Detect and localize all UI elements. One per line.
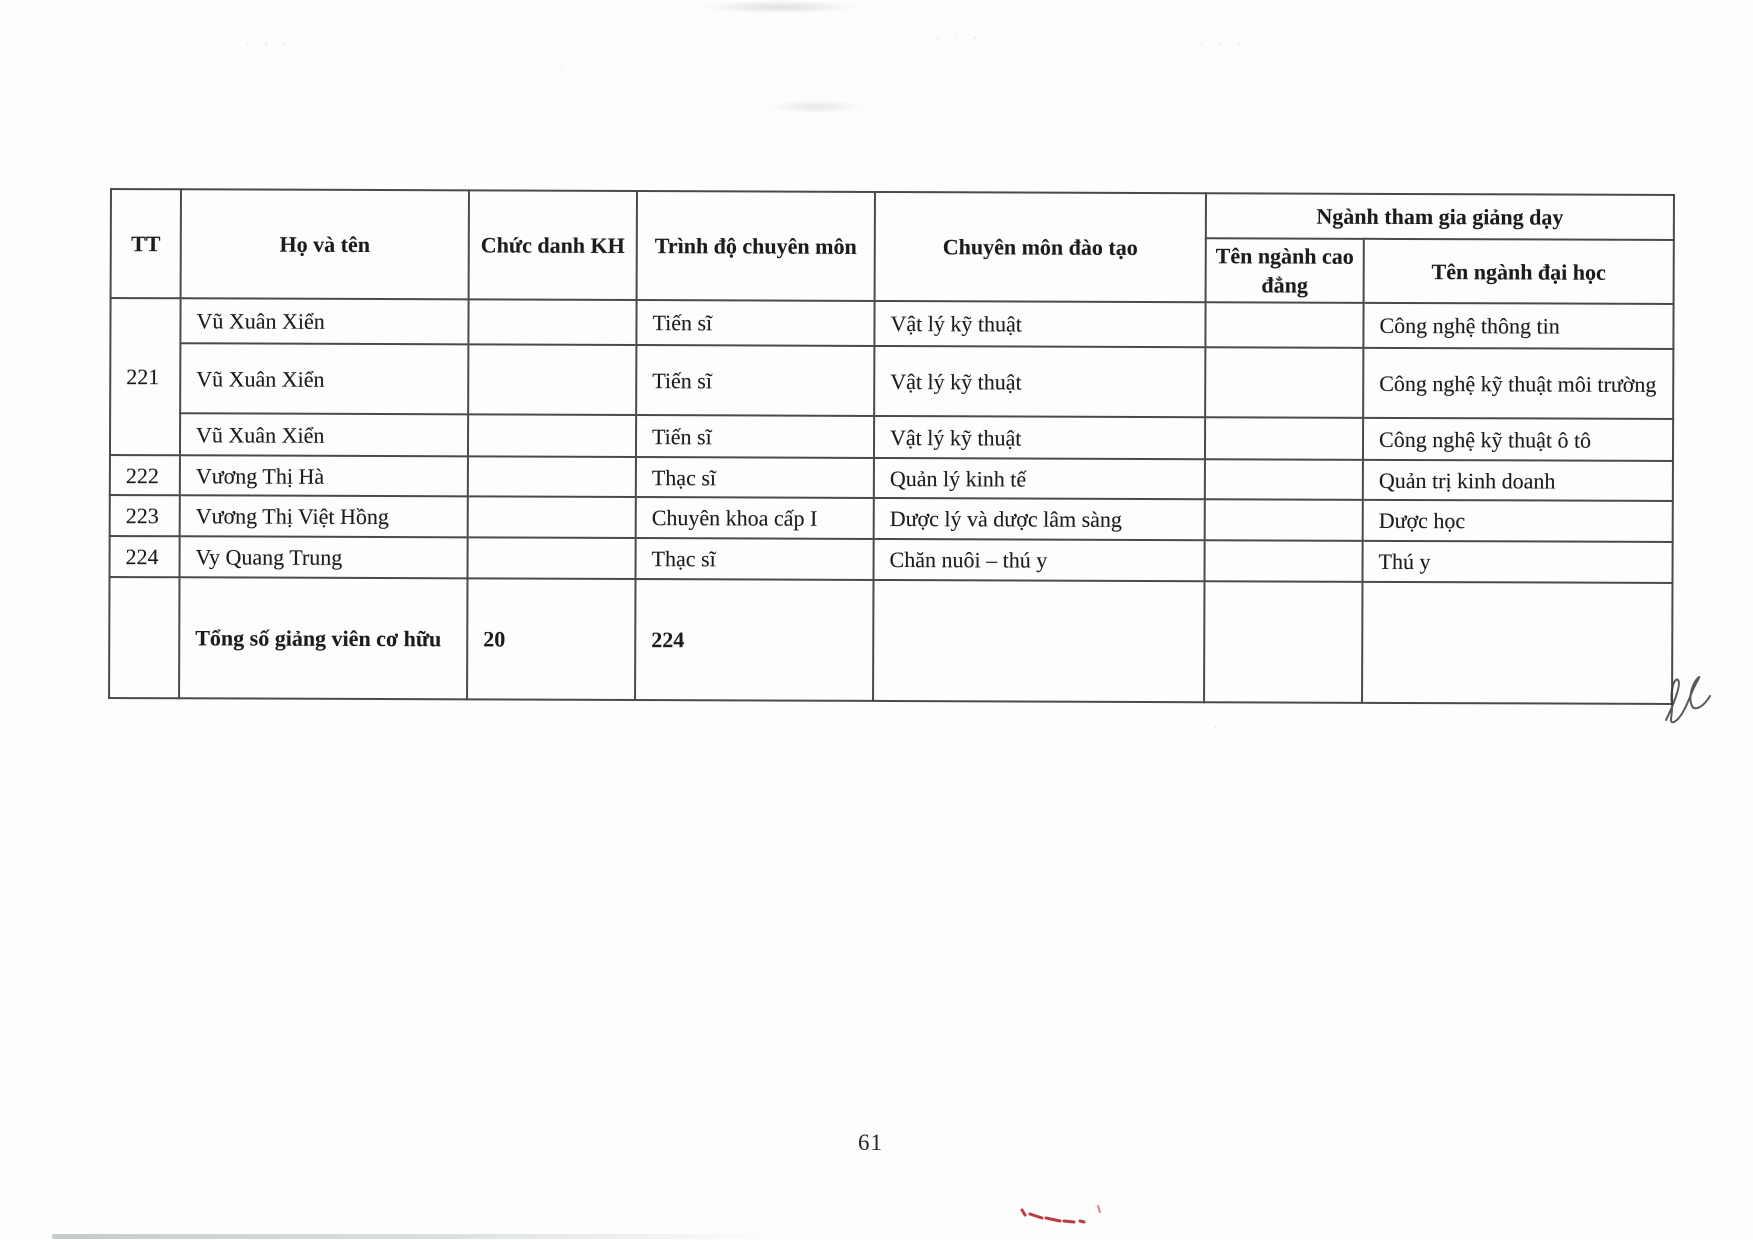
col-header-teaching-group: Ngành tham gia giảng dạy [1206,193,1674,240]
empty-cell [109,577,179,698]
cell-university: Dược học [1363,500,1673,542]
cell-name: Vy Quang Trung [180,536,468,578]
table-row [110,343,1673,419]
cell-degree: Thạc sĩ [636,538,874,580]
total-label: Tổng số giảng viên cơ hữu [179,577,467,699]
empty-cell [468,537,636,579]
table-row [110,298,1673,349]
cell-name: Vũ Xuân Xiển [180,413,468,456]
table-row [110,495,1673,542]
cell-name: Vương Thị Hà [180,455,468,496]
faculty-table [108,188,1675,705]
empty-cell [1204,540,1362,582]
col-header-university: Tên ngành đại học [1364,239,1674,304]
scan-artifact: . [1214,716,1224,731]
col-header-name: Họ và tên [181,189,469,299]
cell-name: Vũ Xuân Xiển [180,343,468,414]
empty-cell [468,496,636,538]
empty-cell [468,414,636,457]
total-degree-count: 224 [635,579,873,701]
cell-university: Quản trị kinh doanh [1363,460,1673,501]
cell-tt: 224 [110,536,180,577]
empty-cell [468,299,636,345]
scan-artifact: . , , [1200,32,1247,47]
cell-specialty: Chăn nuôi – thú y [874,539,1205,581]
table-sheet [108,188,1675,705]
cell-degree: Tiến sĩ [636,345,874,416]
col-header-tt: TT [111,189,181,298]
table-row [110,536,1673,583]
cell-university: Thú y [1362,541,1672,583]
cell-specialty: Vật lý kỹ thuật [874,301,1205,347]
cell-degree: Chuyên khoa cấp I [636,497,874,539]
total-rank-count: 20 [467,578,635,700]
page-number: 61 [858,1130,883,1155]
cell-specialty: Vật lý kỹ thuật [874,416,1205,459]
empty-cell [1205,302,1363,348]
cell-university: Công nghệ thông tin [1363,303,1673,349]
empty-cell [468,344,636,415]
cell-university: Công nghệ kỹ thuật ô tô [1363,418,1673,461]
empty-cell [468,456,636,497]
col-header-rank: Chức danh KH [469,190,637,300]
cell-tt: 223 [110,495,180,536]
empty-cell [1362,582,1672,704]
cell-specialty: Vật lý kỹ thuật [874,346,1205,417]
handwritten-initials [1658,668,1728,730]
col-header-degree: Trình độ chuyên môn [637,191,875,301]
scan-edge-strip [52,1234,772,1239]
empty-cell [1205,499,1363,541]
scan-artifact: , . , [936,26,983,41]
cell-university: Công nghệ kỹ thuật môi trường [1363,348,1673,419]
empty-cell [1205,459,1363,500]
empty-cell [873,580,1204,702]
cell-name: Vũ Xuân Xiển [180,298,468,344]
cell-name: Vương Thị Việt Hồng [180,495,468,537]
cell-degree: Thạc sĩ [636,457,874,498]
cell-specialty: Quản lý kinh tế [874,458,1205,499]
scan-artifact [768,100,863,113]
scan-artifact: . , , [246,32,293,47]
cell-specialty: Dược lý và dược lâm sàng [874,498,1205,540]
col-header-specialty: Chuyên môn đào tạo [875,192,1206,302]
empty-cell [1205,347,1363,418]
scan-artifact [700,0,860,14]
table-row [110,413,1673,461]
cell-tt: 221 [110,298,181,455]
cell-degree: Tiến sĩ [636,415,874,458]
red-pen-mark [1018,1202,1128,1230]
cell-tt: 222 [110,455,180,495]
scan-artifact: . [560,58,570,73]
cell-degree: Tiến sĩ [636,300,874,346]
empty-cell [1204,581,1362,703]
empty-cell [1205,417,1363,460]
table-row [110,455,1673,501]
col-header-college: Tên ngành cao đẳng [1206,238,1364,303]
total-row [109,577,1672,704]
